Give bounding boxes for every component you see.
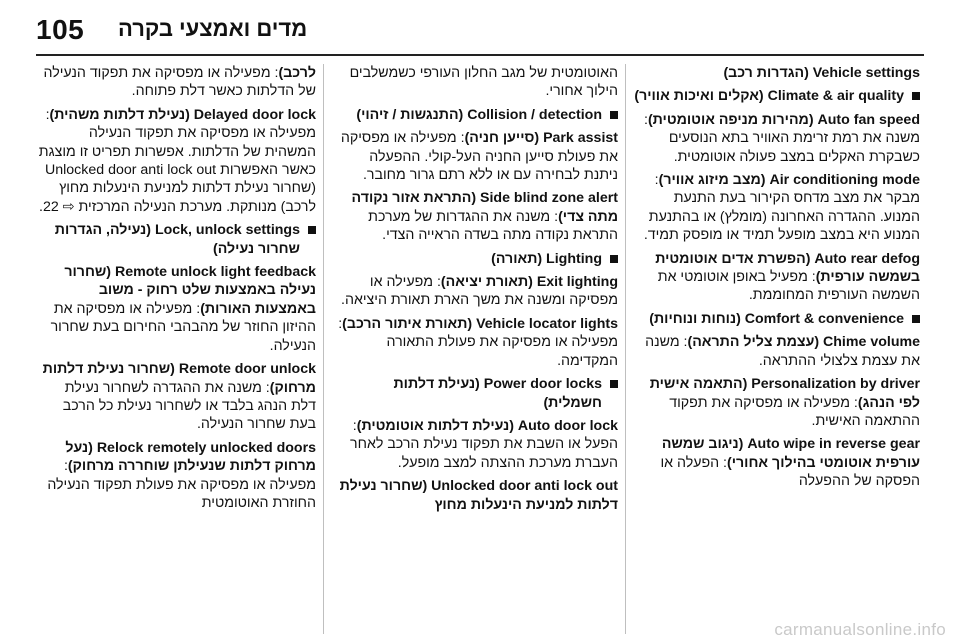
setting-description: : מפעילה או מפסיקה את פעולת תפקוד הנעילה החוזרת האוטומטית [47, 458, 316, 511]
setting-description: : מפעילה או מפסיקה ומשנה את משך הארת תאורת היציאה. [341, 274, 618, 309]
bullet-heading [634, 310, 920, 328]
square-bullet-icon [610, 380, 618, 388]
setting-entry [634, 111, 920, 166]
setting-entry [332, 273, 618, 310]
page-number: 105 [36, 14, 85, 45]
square-bullet-icon [912, 92, 920, 100]
setting-entry [634, 375, 920, 430]
column-right [634, 64, 920, 634]
setting-entry [332, 129, 618, 184]
bullet-heading [332, 106, 618, 124]
setting-label: Side blind zone alert (התראת אזור נקודה מתה צדי) [351, 190, 618, 225]
square-bullet-icon [308, 226, 316, 234]
bullet-text: Power door locks (נעילת דלתות חשמלית) [393, 376, 602, 411]
bullet-text: Comfort & convenience (נוחות ונוחיות) [649, 310, 904, 327]
setting-label: Remote unlock light feedback (שחרור נעילה באמצעות שלט רחוק - משוב באמצעות האורות) [64, 264, 316, 317]
page-header [0, 0, 960, 52]
setting-entry [36, 263, 316, 355]
column-left [36, 64, 316, 634]
setting-description: : מפעילה או מפסיקה את פעולת התאורה המקדימה. [338, 315, 618, 369]
setting-label: Chime volume (עצמת צליל התראה) [687, 334, 920, 351]
setting-entry [634, 171, 920, 245]
setting-entry [36, 439, 316, 513]
setting-label: Remote door unlock (שחרור נעילת דלתות מרחוק) [42, 361, 316, 396]
bullet-text: Climate & air quality (אקלים ואיכות אוויר) [634, 88, 904, 105]
setting-entry [332, 417, 618, 472]
setting-description: : משנה את רמת זרימת האוויר בתא הנוסעים כשבקרת האקלים במצב פעולה אוטומטית. [643, 111, 920, 165]
setting-description: : מפעילה או מפסיקה את תפקוד ההתאמה האישית. [669, 394, 920, 429]
square-bullet-icon [610, 111, 618, 119]
chapter-title: מדים ואמצעי בקרה [118, 16, 308, 41]
setting-label: Park assist (סייען חניה) [464, 130, 618, 147]
bullet-heading [332, 375, 618, 412]
header-rule [36, 54, 924, 56]
setting-entry [634, 435, 920, 490]
bullet-heading [36, 221, 316, 258]
setting-description: : מפעילה או מפסיקה את ההיזון החוזר של מהבהבי החירום בעת שחרור הנעילה. [50, 300, 316, 354]
section-heading: Vehicle settings (הגדרות רכב) [723, 65, 920, 81]
setting-entry [332, 315, 618, 370]
bullet-heading [634, 87, 920, 105]
watermark: carmanualsonline.info [774, 620, 946, 639]
bullet-heading [332, 250, 618, 268]
setting-entry [332, 477, 618, 514]
bullet-text: Collision / detection (התנגשות / זיהוי) [356, 106, 602, 123]
square-bullet-icon [912, 315, 920, 323]
bullet-text: Lock, unlock settings (נעילה, הגדרות שחרור נעילה) [54, 222, 300, 257]
column-divider [323, 64, 324, 634]
setting-entry [634, 250, 920, 305]
setting-description: : מפעילה או מפסיקה את פעולת סייען החניה העל-קולי. ההפעלה ניתנת לבחירה עם או ללא רתם גרור מחובר. [340, 130, 618, 184]
setting-label: Vehicle locator lights (תאורת איתור הרכב) [342, 315, 618, 332]
setting-label: Auto rear defog (הפשרת אדים אוטומטית בשמשה עורפית) [655, 250, 920, 286]
setting-label: Delayed door lock (נעילת דלתות משהית) [49, 106, 316, 123]
setting-label: Unlocked door anti lock out (שחרור נעילת דלתות למניעת הינעלות מחוץ [339, 478, 618, 513]
setting-entry [36, 360, 316, 434]
setting-label: Relock remotely unlocked doors (נעל מרחוק דלתות שנעילתן שוחררה מרחוק) [65, 439, 316, 475]
setting-entry [634, 333, 920, 370]
setting-label: Exit lighting (תאורת יציאה) [440, 274, 618, 291]
setting-description: : משנה את ההגדרות של מערכת התראת נקודה מתה בשדה הראייה הצדי. [368, 208, 618, 244]
setting-entry [332, 189, 618, 244]
setting-label: Auto door lock (נעילת דלתות אוטומטית) [356, 417, 618, 434]
setting-entry [36, 64, 316, 101]
setting-description: : משנה את עצמת צלצולי ההתראה. [645, 334, 920, 369]
setting-description: : מפעילה או מפסיקה את תפקוד הנעילה המשהית של הדלתות. אפשרות תפריט זו מוצגת כאשר האפשרות Unlocked door anti lock out (שחרור נעילת דלתות למניעת הינעלות מחוץ לרכב) מנותקת. מערכת הנעילה המרכזית ⇨ 22. [38, 106, 316, 215]
setting-description: : מפעילה או מפסיקה את תפקוד הנעילה של הדלתות כאשר דלת פתוחה. [43, 65, 316, 100]
setting-label: Air conditioning mode (מצב מיזוג אוויר) [658, 172, 920, 189]
setting-description: : משנה את ההגדרה לשחרור נעילת דלת הנהג בלבד או לשחרור נעילת כל הרכב בעת שחרור הנעילה. [62, 379, 316, 433]
square-bullet-icon [610, 255, 618, 263]
bullet-text: Lighting (תאורה) [491, 250, 602, 267]
setting-entry [36, 106, 316, 216]
setting-description: : הפעל או השבת את תפקוד נעילת הרכב לאחר העברת מערכת ההצתה למצב מופעל. [350, 417, 618, 471]
setting-label: Auto wipe in reverse gear (ניגוב שמשה עורפית אוטומטי בהילוך אחורי) [661, 436, 920, 471]
column-divider [625, 64, 626, 634]
setting-label: Personalization by driver (התאמה אישית לפי הנהג) [649, 376, 920, 411]
setting-description: : מבקר את מצב מדחס הקירור בעת התנעת המנוע. ההגדרה האחרונה (מומלץ) או בהתנעת המנוע היא במצב מופעל תמיד או מופסק תמיד. [643, 172, 920, 244]
setting-description: : הפעלה או הפסקה של ההפעלה [660, 454, 920, 490]
paragraph: האוטומטית של מגב החלון העורפי כשמשלבים הילוך אחורי. [349, 65, 618, 100]
column-middle [332, 64, 618, 634]
setting-description: : מפעיל באופן אוטומטי את השמשה העורפית המחוממת. [657, 269, 920, 304]
setting-label: Auto fan speed (מהירות מניפה אוטומטית) [647, 111, 920, 128]
setting-label: לרכב) [278, 65, 316, 81]
